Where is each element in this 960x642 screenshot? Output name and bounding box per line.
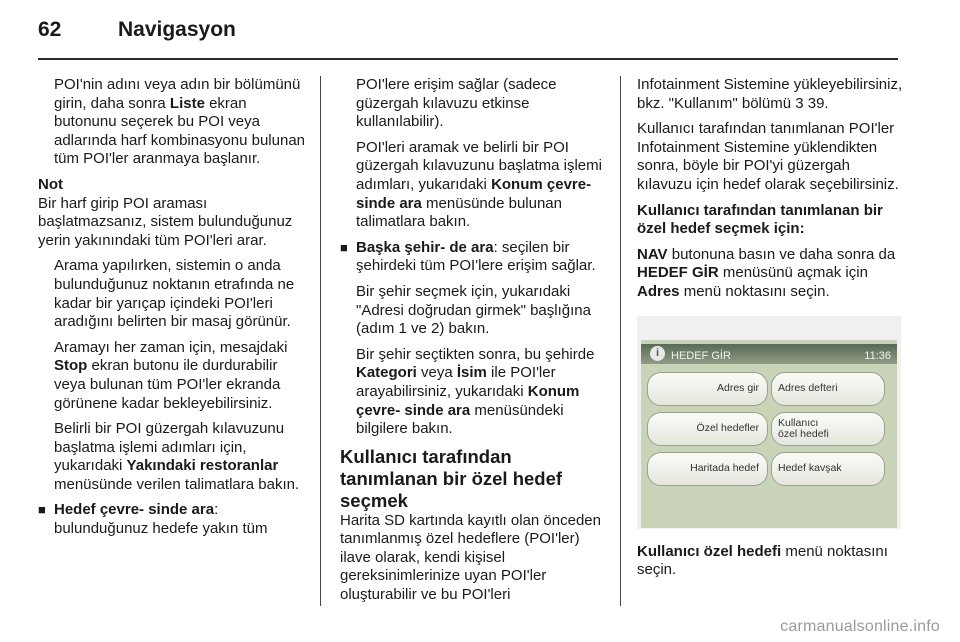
paragraph: POI'leri aramak ve belirli bir POI güzergah kılavuzunu başlatma işlemi adımları, yukarıdaki Konum çevre- sinde ara menüsünde bulunan talimatlara bakın. <box>356 138 602 231</box>
chapter-title: Navigasyon <box>118 18 236 41</box>
paragraph: Bir şehir seçmek için, yukarıdaki "Adresi doğrudan girmek" başlığına (adım 1 ve 2) bakın. <box>356 282 591 338</box>
info-icon: i <box>650 346 665 361</box>
paragraph: POI'lere erişim sağlar (sadece güzergah kılavuzu etkinse kullanılabilir). <box>356 76 557 131</box>
page-header <box>0 0 960 62</box>
column-divider <box>620 76 621 606</box>
hedef-kavsak-button[interactable]: Hedef kavşak <box>771 452 885 486</box>
column-3 <box>637 76 905 587</box>
paragraph: Bir şehir seçtikten sonra, bu şehirde Kategori veya İsim ile POI'ler arayabilirsiniz, yukarıdaki Konum çevre- sinde ara menüsündeki bilgilere bakın. <box>356 345 595 438</box>
infotainment-screenshot <box>637 316 901 529</box>
screen-title-bar <box>641 344 897 364</box>
column-2 <box>340 76 608 612</box>
bullet-item: ■ Hedef çevre- sinde ara: bulunduğunuz hedefe yakın tüm <box>38 501 268 538</box>
paragraph: Arama yapılırken, sistemin o anda bulunduğunuz noktanın etrafında ne kadar bir yarıçap içindeki POI'leri aradığını belirten bir masaj görünür. <box>54 257 295 331</box>
bullet-item: ■ Başka şehir- de ara: seçilen bir şehirdeki tüm POI'lere erişim sağlar. <box>340 238 596 275</box>
paragraph: Belirli bir POI güzergah kılavuzunu başlatma işlemi adımları için, yukarıdaki Yakındaki restoranlar menüsünde verilen talimatlara bakın. <box>54 420 300 493</box>
paragraph: Kullanıcı tarafından tanımlanan POI'ler Infotainment Sistemine yüklendikten sonra, böyle bir POI'yi güzergah kılavuzu için hedef olarak seçebilirsiniz. <box>637 120 899 193</box>
screen-title: HEDEF GİR <box>671 349 731 362</box>
paragraph: Harita SD kartında kayıtlı olan önceden tanımlanmış özel hedeflere (POI'ler) ilave olarak, kendi kişisel gereksinimlerinize uyan POI'ler oluşturabilir ve bu POI'leri <box>340 511 601 604</box>
kullanici-ozel-hedefi-button[interactable]: Kullanıcı özel hedefi <box>771 412 885 446</box>
paragraph: Aramayı her zaman için, mesajdaki Stop ekran butonu ile durdurabilir veya bulunan tüm POI'ler ekranda görünene kadar bekleyebilirsiniz. <box>54 338 288 412</box>
bullet-icon: ■ <box>340 239 348 255</box>
ozel-hedefler-button[interactable]: Özel hedefler <box>647 412 768 446</box>
column-1 <box>38 76 308 546</box>
note-label: Not <box>38 175 63 193</box>
adres-defteri-button[interactable]: Adres defteri <box>771 372 885 406</box>
paragraph: Infotainment Sistemine yükleyebilirsiniz, bkz. "Kullanım" bölümü 3 39. <box>637 76 903 112</box>
page-number: 62 <box>38 18 62 41</box>
page-ref-icon: 3 <box>795 94 804 112</box>
subheading: Kullanıcı tarafından tanımlanan bir özel hedef seçmek için: <box>637 201 883 238</box>
column-divider <box>320 76 321 606</box>
paragraph: Kullanıcı özel hedefi menü noktasını seçin. <box>637 542 888 579</box>
header-rule <box>38 58 898 60</box>
paragraph: NAV butonuna basın ve daha sonra da HEDEF GİR menüsünü açmak için Adres menü noktasını seçin. <box>637 245 896 300</box>
section-heading: Kullanıcı tarafından tanımlanan bir özel hedef seçmek <box>340 445 563 511</box>
haritada-hedef-button[interactable]: Haritada hedef <box>647 452 768 486</box>
adres-gir-button[interactable]: Adres gir <box>647 372 768 406</box>
screen-clock: 11:36 <box>864 349 891 362</box>
note-text: Bir harf girip POI araması başlatmazsanız, sistem bulunduğunuz yerin yakınındaki tüm POI'leri arar. <box>38 194 293 249</box>
paragraph: POI'nin adını veya adın bir bölümünü girin, daha sonra Liste ekran butonunu seçerek bu POI veya adlarında harf kombinasyonu bulunan tüm POI'ler aranmaya başlanır. <box>54 76 306 168</box>
watermark: carmanualsonline.info <box>780 618 940 635</box>
bullet-icon: ■ <box>38 502 46 518</box>
